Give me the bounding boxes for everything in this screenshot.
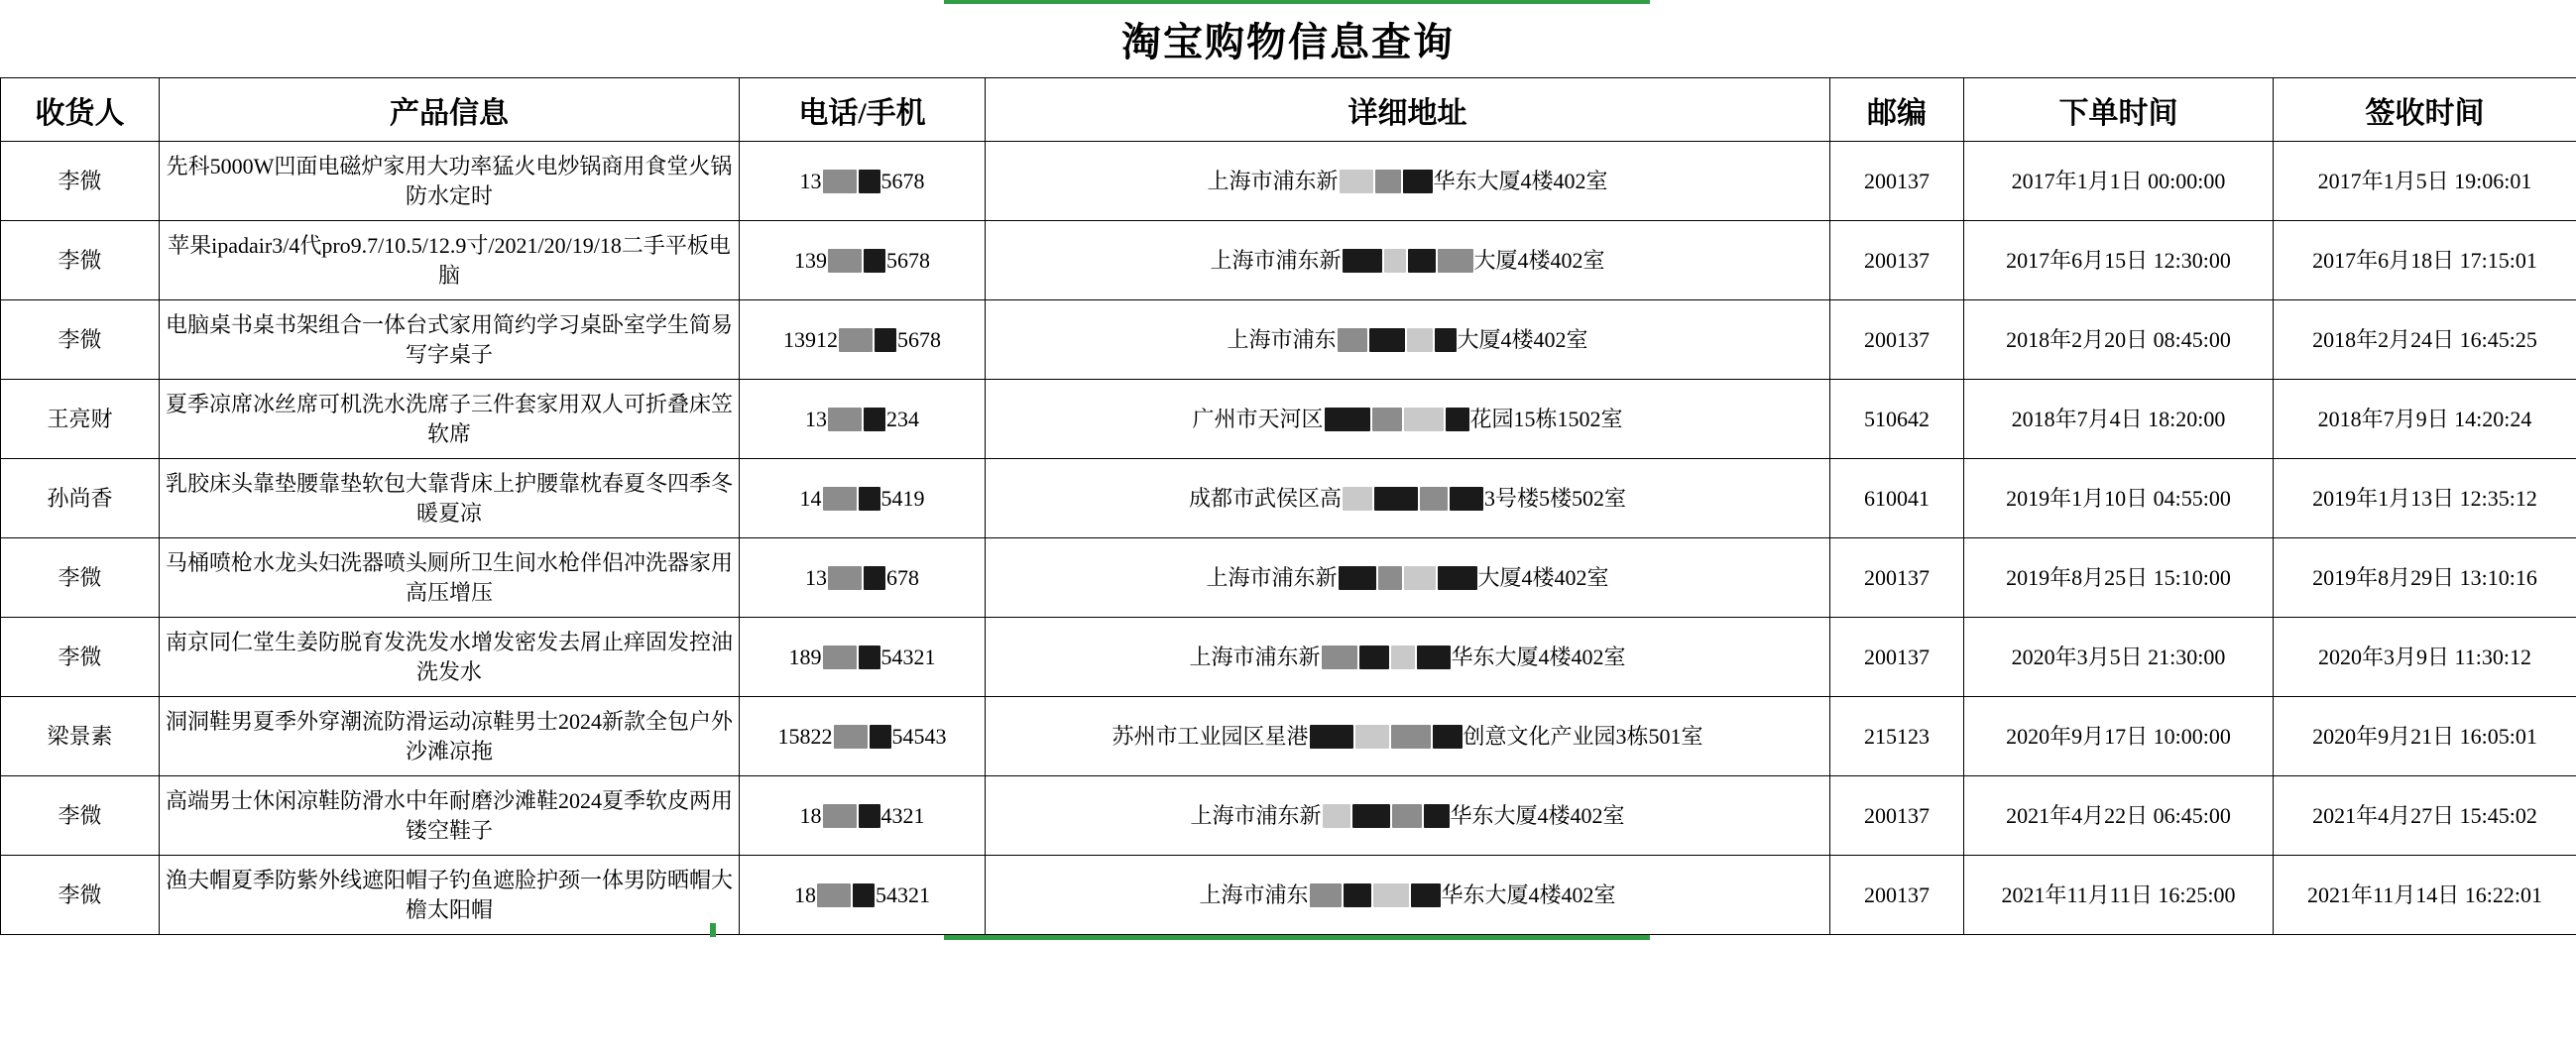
cell-phone [740, 221, 986, 300]
address-suffix: 创意文化产业园3栋501室 [1463, 723, 1703, 749]
cell-product: 乳胶床头靠垫腰靠垫软包大靠背床上护腰靠枕春夏冬四季冬暖夏凉 [160, 459, 740, 538]
phone-prefix: 14 [799, 485, 822, 511]
redaction-block [1435, 328, 1457, 352]
cell-recipient: 王亮财 [1, 380, 160, 459]
cell-sign-time: 2018年7月9日 14:20:24 [2274, 380, 2576, 459]
cell-order-time: 2017年1月1日 00:00:00 [1964, 142, 2274, 221]
redaction-block [1404, 566, 1436, 590]
phone-suffix: 54321 [880, 644, 936, 669]
redaction-block [1343, 487, 1372, 511]
redaction-block [1338, 328, 1367, 352]
phone-prefix: 18 [799, 802, 822, 828]
cell-phone [740, 856, 986, 935]
redaction-block [828, 566, 862, 590]
address-prefix: 上海市浦东 [1199, 881, 1309, 907]
phone-prefix: 15822 [777, 723, 833, 749]
cell-recipient: 梁景素 [1, 697, 160, 776]
redaction-block [1420, 487, 1448, 511]
redaction-block [864, 249, 885, 273]
redaction-block [1343, 249, 1382, 273]
address-suffix: 华东大厦4楼402室 [1450, 802, 1625, 828]
cell-address [986, 459, 1830, 538]
phone-prefix: 189 [788, 644, 822, 669]
selection-tick [710, 923, 716, 937]
cell-sign-time: 2018年2月24日 16:45:25 [2274, 300, 2576, 380]
redaction-block [1355, 725, 1389, 749]
phone-suffix: 5678 [880, 168, 925, 193]
cell-zip: 200137 [1830, 142, 1964, 221]
redaction-block [834, 725, 868, 749]
table-row [1, 856, 2576, 935]
cell-order-time: 2018年2月20日 08:45:00 [1964, 300, 2274, 380]
title-bar [0, 0, 2576, 77]
header-row [1, 78, 2576, 142]
address-prefix: 苏州市工业园区星港 [1112, 723, 1309, 749]
cell-sign-time: 2017年1月5日 19:06:01 [2274, 142, 2576, 221]
cell-product: 马桶喷枪水龙头妇洗器喷头厕所卫生间水枪伴侣冲洗器家用高压增压 [160, 538, 740, 618]
table-body [1, 142, 2576, 935]
phone-prefix: 139 [794, 247, 827, 273]
table-row [1, 618, 2576, 697]
cell-recipient: 李微 [1, 221, 160, 300]
redaction-block [1352, 804, 1390, 828]
column-header-name: 收货人 [1, 78, 160, 142]
table-row [1, 459, 2576, 538]
table-header [1, 78, 2576, 142]
redaction-block [1374, 487, 1418, 511]
redaction-block [1404, 408, 1444, 431]
phone-suffix: 54543 [891, 723, 947, 749]
cell-order-time: 2019年1月10日 04:55:00 [1964, 459, 2274, 538]
cell-order-time: 2018年7月4日 18:20:00 [1964, 380, 2274, 459]
redaction-block [1417, 646, 1451, 669]
cell-product: 南京同仁堂生姜防脱育发洗发水增发密发去屑止痒固发控油洗发水 [160, 618, 740, 697]
cell-sign-time: 2019年1月13日 12:35:12 [2274, 459, 2576, 538]
cell-product: 苹果ipadair3/4代pro9.7/10.5/12.9寸/2021/20/19/18二手平板电脑 [160, 221, 740, 300]
cell-phone [740, 300, 986, 380]
address-prefix: 上海市浦东 [1227, 326, 1337, 352]
phone-suffix: 54321 [876, 881, 930, 907]
cell-sign-time: 2020年9月21日 16:05:01 [2274, 697, 2576, 776]
redaction-block [1325, 408, 1370, 431]
cell-sign-time: 2021年4月27日 15:45:02 [2274, 776, 2576, 856]
cell-phone [740, 380, 986, 459]
cell-zip: 200137 [1830, 618, 1964, 697]
cell-product: 渔夫帽夏季防紫外线遮阳帽子钓鱼遮脸护颈一体男防晒帽大檐太阳帽 [160, 856, 740, 935]
cell-recipient: 李微 [1, 776, 160, 856]
redaction-block [1339, 566, 1376, 590]
redaction-block [828, 249, 862, 273]
redaction-block [1384, 249, 1406, 273]
cell-order-time: 2020年3月5日 21:30:00 [1964, 618, 2274, 697]
cell-address [986, 697, 1830, 776]
cell-phone [740, 459, 986, 538]
cell-order-time: 2021年4月22日 06:45:00 [1964, 776, 2274, 856]
cell-zip: 200137 [1830, 776, 1964, 856]
cell-zip: 200137 [1830, 300, 1964, 380]
column-header-sign-time: 签收时间 [2274, 78, 2576, 142]
phone-suffix: 4321 [880, 802, 925, 828]
cell-phone [740, 776, 986, 856]
table-row [1, 380, 2576, 459]
cell-product: 夏季凉席冰丝席可机洗水洗席子三件套家用双人可折叠床笠软席 [160, 380, 740, 459]
redaction-block [1391, 646, 1415, 669]
column-header-product: 产品信息 [160, 78, 740, 142]
address-prefix: 上海市浦东新 [1207, 168, 1339, 193]
cell-sign-time: 2017年6月18日 17:15:01 [2274, 221, 2576, 300]
column-header-order-time: 下单时间 [1964, 78, 2274, 142]
cell-recipient: 李微 [1, 300, 160, 380]
cell-order-time: 2020年9月17日 10:00:00 [1964, 697, 2274, 776]
redaction-block [853, 883, 875, 907]
address-suffix: 华东大厦4楼402室 [1441, 881, 1616, 907]
redaction-block [1378, 566, 1402, 590]
redaction-block [1424, 804, 1450, 828]
redaction-block [823, 804, 857, 828]
cell-product: 先科5000W凹面电磁炉家用大功率猛火电炒锅商用食堂火锅防水定时 [160, 142, 740, 221]
cell-address [986, 618, 1830, 697]
redaction-block [1438, 249, 1473, 273]
redaction-block [823, 170, 857, 193]
cell-address [986, 300, 1830, 380]
redaction-block [1450, 487, 1483, 511]
redaction-block [1391, 725, 1431, 749]
redaction-block [1310, 883, 1342, 907]
redaction-block [823, 487, 857, 511]
redaction-block [1323, 804, 1350, 828]
redaction-block [1411, 883, 1441, 907]
phone-prefix: 13 [799, 168, 822, 193]
cell-sign-time: 2019年8月29日 13:10:16 [2274, 538, 2576, 618]
address-prefix: 上海市浦东新 [1189, 644, 1321, 669]
redaction-block [1369, 328, 1405, 352]
cell-recipient: 李微 [1, 856, 160, 935]
address-suffix: 华东大厦4楼402室 [1433, 168, 1608, 193]
cell-zip: 200137 [1830, 221, 1964, 300]
redaction-block [859, 646, 880, 669]
phone-prefix: 13 [805, 564, 827, 590]
cell-order-time: 2021年11月11日 16:25:00 [1964, 856, 2274, 935]
cell-address [986, 776, 1830, 856]
address-suffix: 大厦4楼402室 [1477, 564, 1609, 590]
redaction-block [817, 883, 851, 907]
phone-prefix: 13 [805, 406, 827, 431]
redaction-block [839, 328, 873, 352]
cell-sign-time: 2021年11月14日 16:22:01 [2274, 856, 2576, 935]
cell-product: 洞洞鞋男夏季外穿潮流防滑运动凉鞋男士2024新款全包户外沙滩凉拖 [160, 697, 740, 776]
redaction-block [870, 725, 891, 749]
top-selection-rule [944, 0, 1650, 4]
cell-zip: 510642 [1830, 380, 1964, 459]
redaction-block [1407, 328, 1433, 352]
table-row [1, 776, 2576, 856]
address-suffix: 花园15栋1502室 [1469, 406, 1623, 431]
bottom-selection-rule [944, 935, 1650, 940]
redaction-block [1438, 566, 1477, 590]
redaction-block [1340, 170, 1373, 193]
cell-zip: 200137 [1830, 538, 1964, 618]
cell-address [986, 380, 1830, 459]
column-header-phone: 电话/手机 [740, 78, 986, 142]
redaction-block [859, 804, 880, 828]
column-header-zip: 邮编 [1830, 78, 1964, 142]
cell-phone [740, 538, 986, 618]
cell-phone [740, 697, 986, 776]
redaction-block [1359, 646, 1389, 669]
redaction-block [864, 408, 885, 431]
address-prefix: 上海市浦东新 [1206, 564, 1338, 590]
address-prefix: 广州市天河区 [1192, 406, 1324, 431]
cell-address [986, 538, 1830, 618]
phone-suffix: 5678 [886, 247, 930, 273]
cell-recipient: 孙尚香 [1, 459, 160, 538]
cell-zip: 200137 [1830, 856, 1964, 935]
cell-product: 高端男士休闲凉鞋防滑水中年耐磨沙滩鞋2024夏季软皮两用镂空鞋子 [160, 776, 740, 856]
redaction-block [1433, 725, 1463, 749]
address-prefix: 上海市浦东新 [1210, 247, 1342, 273]
page-title: 淘宝购物信息查询 [1121, 19, 1455, 64]
cell-recipient: 李微 [1, 618, 160, 697]
redaction-block [1375, 170, 1401, 193]
redaction-block [1408, 249, 1436, 273]
cell-phone [740, 618, 986, 697]
cell-sign-time: 2020年3月9日 11:30:12 [2274, 618, 2576, 697]
orders-table [0, 77, 2576, 935]
redaction-block [1310, 725, 1353, 749]
cell-recipient: 李微 [1, 142, 160, 221]
redaction-block [823, 646, 857, 669]
cell-recipient: 李微 [1, 538, 160, 618]
table-row [1, 142, 2576, 221]
redaction-block [828, 408, 862, 431]
phone-suffix: 678 [886, 564, 919, 590]
address-suffix: 大厦4楼402室 [1457, 326, 1588, 352]
address-prefix: 成都市武侯区高 [1188, 485, 1342, 511]
column-header-address: 详细地址 [986, 78, 1830, 142]
phone-prefix: 18 [794, 881, 816, 907]
table-row [1, 697, 2576, 776]
redaction-block [1373, 883, 1409, 907]
redaction-block [1392, 804, 1422, 828]
redaction-block [859, 170, 880, 193]
address-prefix: 上海市浦东新 [1190, 802, 1322, 828]
redaction-block [1344, 883, 1371, 907]
table-row [1, 221, 2576, 300]
address-suffix: 3号楼5楼502室 [1484, 485, 1627, 511]
redaction-block [1446, 408, 1469, 431]
phone-prefix: 13912 [783, 326, 838, 352]
phone-suffix: 5419 [880, 485, 925, 511]
table-row [1, 538, 2576, 618]
cell-zip: 215123 [1830, 697, 1964, 776]
cell-product: 电脑桌书桌书架组合一体台式家用简约学习桌卧室学生简易写字桌子 [160, 300, 740, 380]
cell-phone [740, 142, 986, 221]
redaction-block [1322, 646, 1357, 669]
cell-address [986, 856, 1830, 935]
cell-order-time: 2019年8月25日 15:10:00 [1964, 538, 2274, 618]
address-suffix: 大厦4楼402室 [1473, 247, 1605, 273]
redaction-block [875, 328, 896, 352]
redaction-block [1403, 170, 1433, 193]
table-row [1, 300, 2576, 380]
cell-zip: 610041 [1830, 459, 1964, 538]
cell-order-time: 2017年6月15日 12:30:00 [1964, 221, 2274, 300]
cell-address [986, 142, 1830, 221]
phone-suffix: 5678 [897, 326, 941, 352]
phone-suffix: 234 [886, 406, 919, 431]
cell-address [986, 221, 1830, 300]
redaction-block [864, 566, 885, 590]
address-suffix: 华东大厦4楼402室 [1451, 644, 1626, 669]
redaction-block [859, 487, 880, 511]
redaction-block [1372, 408, 1402, 431]
